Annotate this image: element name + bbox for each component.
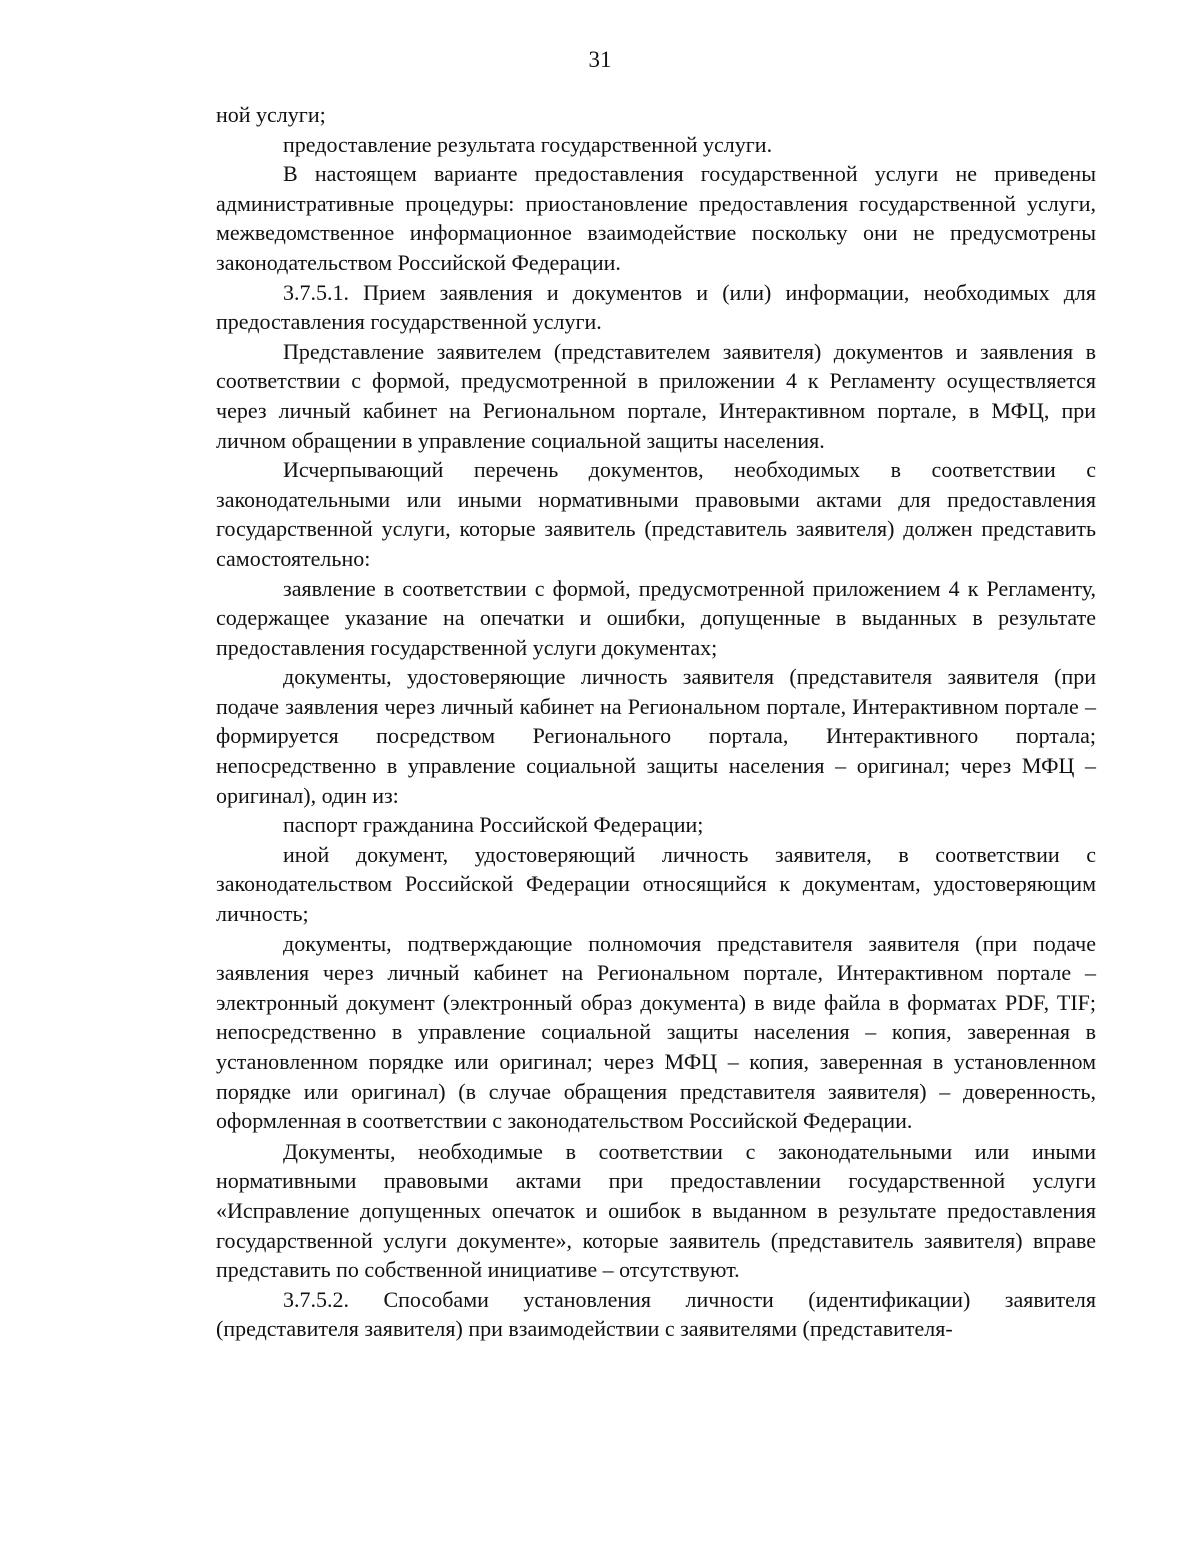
paragraph-authority-documents-item: документы, подтверждающие полномочия представителя заявителя (при подаче заявления через личный кабинет на Региональном портале, Интерактивном портале – электронный документ (электронный образ документа) в виде файла в форматах PDF, TIF; непосредственно в управление социальной защиты населения – копия, заверенная в установленном порядке или оригинал; через МФЦ – копия, заверенная в установленном порядке или оригинал) (в случае обращения представителя заявителя) – доверенность, оформленная в соответствии с законодательством Российской Федерации. [216, 930, 1096, 1134]
paragraph-result-provision: предоставление результата государственной услуги. [283, 131, 773, 157]
paragraph-document-list-intro: Исчерпывающий перечень документов, необходимых в соответствии с законодательными или иными нормативными правовыми актами для предоставления государственной услуги, которые заявитель (представитель заявителя) должен представить самостоятельно: [216, 457, 1096, 571]
paragraph-procedures-not-given: В настоящем варианте предоставления государственной услуги не приведены административные процедуры: приостановление предоставления государственной услуги, межведомственное информационное взаимодействие поскольку они не предусмотрены законодательством Российской Федерации. [216, 161, 1096, 275]
paragraph-3-7-5-1-heading: 3.7.5.1. Прием заявления и документов и (или) информации, необходимых для предоставления государственной услуги. [216, 279, 1096, 335]
paragraph-passport-item: паспорт гражданина Российской Федерации; [283, 812, 704, 838]
paragraph-optional-documents: Документы, необходимые в соответствии с законодательными или иными нормативными правовыми актами при предоставлении государственной услуги «Исправление допущенных опечаток и ошибок в выданном в результате предоставления государственной услуги документе», которые заявитель (представитель заявителя) вправе представить по собственной инициативе – отсутствуют. [216, 1138, 1096, 1283]
paragraph-identity-documents-item: документы, удостоверяющие личность заявителя (представителя заявителя (при подаче заявления через личный кабинет на Региональном портале, Интерактивном портале – формируется посредством Регионального портала, Интерактивного портала; непосредственно в управление социальной защиты населения – оригинал; через МФЦ – оригинал), один из: [216, 664, 1096, 808]
document-body [216, 100, 1096, 1344]
paragraph-submission-channels: Представление заявителем (представителем заявителя) документов и заявления в соответствии с формой, предусмотренной в приложении 4 к Регламенту осуществляется через личный кабинет на Региональном портале, Интерактивном портале, в МФЦ, при личном обращении в управление социальной защиты населения. [216, 338, 1096, 453]
paragraph-3-7-5-2-identification: 3.7.5.2. Способами установления личности (идентификации) заявителя (представителя заявителя) при взаимодействии с заявителями (представителя- [216, 1286, 1096, 1342]
paragraph-application-item: заявление в соответствии с формой, предусмотренной приложением 4 к Регламенту, содержащее указание на опечатки и ошибки, допущенные в выданных в результате предоставления государственной услуги документах; [216, 575, 1096, 660]
page-number: 31 [588, 47, 612, 72]
paragraph-other-identity-item: иной документ, удостоверяющий личность заявителя, в соответствии с законодательством Российской Федерации относящийся к документам, удостоверяющим личность; [216, 841, 1096, 927]
paragraph-continuation: ной услуги; [216, 102, 326, 127]
